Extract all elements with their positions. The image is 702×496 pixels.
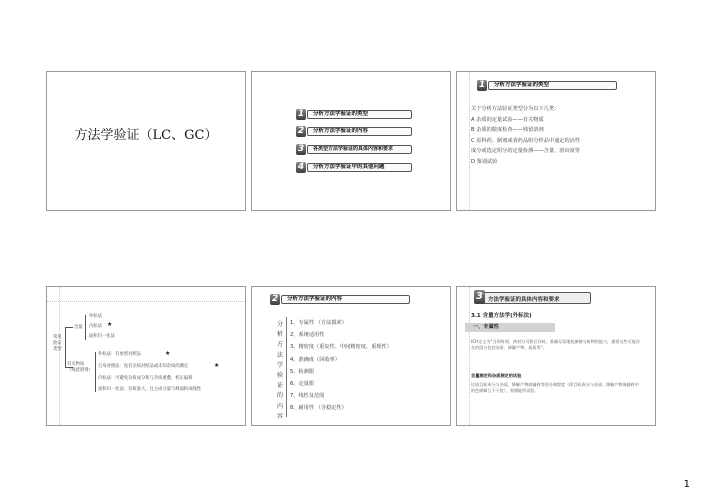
agenda-number: 1: [297, 109, 305, 119]
branch-item: 外标法: [89, 314, 102, 319]
types-text: [471, 104, 580, 168]
agenda-number: 2: [297, 126, 305, 136]
star-icon: ★: [107, 321, 113, 328]
header-label: 分析方法学验证的内容: [281, 295, 410, 304]
slide-header: [477, 81, 617, 90]
slide-4-tree: [46, 286, 246, 426]
paragraph: ICH定义为“当即时间、药材分可影后存时，准确无误地检测被分析物的能力，通常这些可能存在的组分包括杂质、降解产物、基质等”。: [471, 339, 640, 351]
page-number: 1: [683, 479, 690, 490]
vertical-title: 分 析 方 法 学 验 证 的 内 容: [277, 321, 284, 420]
text-line: A 杂质的定量试验——有关物质: [471, 116, 544, 123]
branch-item: 面积归一化法：杂质量大，且主成分量与峰面积成线性: [98, 387, 202, 392]
branch-item: 内标法：可避免杂质成分和与杂质重叠，校正偏移: [98, 376, 193, 381]
agenda-label: 分析方法学验证的类型: [307, 110, 412, 119]
agenda-label: 分析方法学验证的内容: [307, 127, 412, 136]
header-number: 2: [271, 294, 279, 304]
guide-line: [469, 287, 470, 425]
branch-item: 外标法：有参照对照品: [98, 352, 141, 357]
slide-1-title: [46, 71, 246, 211]
guide-line: [469, 72, 470, 210]
agenda-label: 分析方法学验证中的其他问题: [307, 163, 412, 172]
list-item: 5、检测限: [290, 368, 315, 375]
header-number: 3: [474, 290, 485, 304]
slide-2-agenda: [251, 71, 451, 211]
agenda-label: 各类型方法学验证的具体内容和要求: [307, 145, 412, 154]
list-item: 7、线性及范围: [290, 393, 325, 400]
paragraph: 比较目标成分与杂质、降解产物或辅料等的分离程度（即目标成分与杂质、降解产物或辅料中的色谱峰互不干扰），须测能所试验。: [471, 382, 639, 394]
list-item: 3、精密度（重复性、中间精密度、重现性）: [290, 344, 392, 351]
text-line: B 杂质的限度检查——残留溶剂: [471, 127, 544, 134]
tree-root: 常用 验证 类型: [53, 335, 62, 352]
section-band: 一、专属性: [465, 323, 555, 332]
contents-list: [290, 317, 392, 415]
tree-connector: [95, 352, 96, 392]
guide-line: [59, 287, 60, 425]
branch-item: 内标法: [89, 324, 102, 329]
agenda-item: [296, 163, 412, 172]
list-item: 4、准确度（回收率）: [290, 356, 340, 363]
branch-item: 面积归一化法: [89, 334, 115, 339]
slide-header: [270, 295, 410, 304]
list-item: 6、定量限: [290, 381, 315, 388]
text-line: 成分或选定组分的定量检测——含量、溶出度等: [471, 148, 580, 155]
header-label: 分析方法学验证的类型: [488, 81, 617, 90]
guide-line: [47, 301, 245, 302]
header-number: 1: [478, 80, 486, 90]
agenda-item: [296, 145, 412, 154]
star-icon: ★: [165, 350, 171, 357]
divider-line: [286, 317, 287, 417]
text-line: 关于分析方法验证类型分为以下几类：: [471, 106, 560, 112]
tree-connector: [65, 327, 73, 328]
agenda-item: [296, 127, 412, 136]
presentation-title: 方法学验证（LC、GC）: [74, 128, 218, 143]
text-line: D 鉴别试验: [471, 158, 498, 165]
bold-heading: 含量测定和杂质测定的试验: [471, 373, 522, 378]
slide-5-contents: [251, 286, 451, 426]
section-subtitle: 3.1 含量方法学(外标法): [471, 313, 532, 319]
slide-3-types: [456, 71, 656, 211]
agenda-number: 3: [297, 144, 305, 154]
slide-6-requirements: [456, 286, 656, 426]
star-icon: ★: [214, 362, 220, 369]
list-item: 1、专属性 （方法摸索）: [290, 320, 347, 326]
branch-content: 含量: [74, 325, 83, 330]
tree-connector: [85, 315, 86, 340]
text-line: C 原料药、制剂或者药品组分样品中通定的活性: [471, 137, 581, 144]
slide-header: [476, 291, 591, 304]
agenda-item: [296, 110, 412, 119]
tree-connector: [65, 327, 66, 367]
header-label: 方法学验证的具体内容和要求: [488, 297, 560, 303]
list-item: 8、耐用性 （含稳定性）: [290, 405, 347, 412]
agenda-number: 4: [297, 162, 305, 172]
list-item: 2、系统适用性: [290, 332, 325, 339]
branch-impurities: 有关物质 （残留溶剂）: [67, 362, 93, 373]
branch-item: 自身对照法：没有杂质对照品或未知杂质的测定: [98, 364, 189, 369]
